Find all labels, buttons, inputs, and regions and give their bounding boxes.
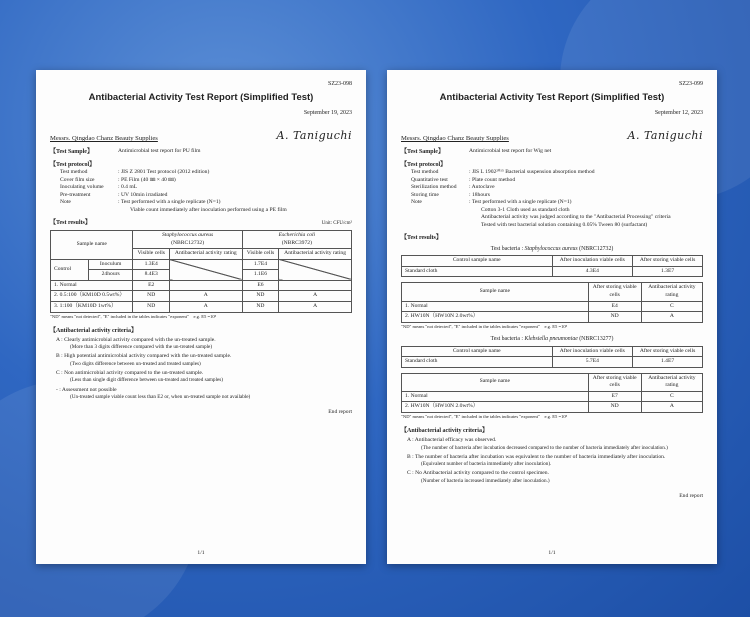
table-row: 2. HW10N（HW10N 2.0wt%） ND A — [402, 312, 703, 323]
table-row: 1. Normal E7 C — [402, 391, 703, 402]
protocol-row: Test method : JIS Z 2801 Test protocol (2012 edition) — [60, 169, 210, 176]
table-row: 1. Normal E4 C — [402, 301, 703, 312]
report-date: September 12, 2023 — [654, 109, 703, 116]
document-number: SZ23-099 — [679, 81, 703, 87]
document-number: SZ23-098 — [328, 81, 352, 87]
report-title: Antibacterial Activity Test Report (Simplified Test) — [88, 92, 314, 104]
section-criteria: 【Antibacterial activity criteria】 — [50, 327, 137, 334]
end-report: End report — [328, 409, 352, 416]
page-number: 1/1 — [197, 550, 205, 557]
table-row: 2. 0.5:100（KM10D 0.5wt%） ND A ND A — [51, 291, 352, 302]
table-row: Control Inoculum 1.3E4 1.7E4 — [51, 259, 352, 270]
protocol-row: Test method : JIS L 1902²⁰¹⁵ Bacterial suspension absorption method — [411, 169, 595, 176]
test-sample-value: Antimicrobial test report for Wig net — [469, 147, 552, 154]
criteria-list: A : Clearly antimicrobial activity compared with the un-treated sample. (More than 3 digits difference compared with the un-treated sample) B : High potential antimicrobial activity compared with the un-treated sample. (Two digits difference between un-treated and treated samples) C : Non antimicrobial activity compared to the un-treated sample. (Less than single digit difference between un-treated and treated samples) - : Assessment not possible (Un-treated sample viable count less than E2 or, when un-treated sample not available) — [56, 336, 251, 401]
table-row: 1. Normal E2 E6 — [51, 280, 352, 291]
page-number: 1/1 — [548, 550, 556, 557]
protocol-list — [401, 169, 703, 229]
sample-table-2: Sample name After storing viable cells Antibacterial activity rating 1. Normal E7 C 2. HW10N（HW10N 2.0wt%） ND A — [401, 373, 703, 413]
section-test-protocol: 【Test protocol】 — [401, 161, 447, 168]
table-note: "ND" means "not detected", "E" included in the tables indicates "exponent" e.g. E5 =10⁵ — [50, 313, 217, 319]
protocol-row: Sterilization method : Autoclave — [411, 184, 495, 191]
table-row: 3. 1:100（KM10D 1wt%） ND A ND A — [51, 301, 352, 312]
control-table-2: Control sample name After inoculation viable cells After storing viable cells Standard cloth 5.7E4 1.4E7 — [401, 346, 703, 368]
protocol-extra: Tested with test bacterial solution containing 0.05% Tween 80 (surfactant) — [481, 221, 648, 228]
table-row: 24hours 8.4E3 1.1E6 — [51, 270, 352, 281]
section-test-sample: 【Test Sample】 — [401, 148, 444, 155]
protocol-row: Storing time : 18hours — [411, 191, 490, 198]
report-page-left — [36, 70, 366, 564]
section-test-protocol: 【Test protocol】 — [50, 161, 96, 168]
protocol-row: Note : Test performed with a single replicate (N=1) — [411, 199, 572, 206]
criteria-list: A : Antibacterial efficacy was observed. (The number of bacteria after incubation decreased compared to the number of bacteria immediately after inoculation.) B : The number of bacteria after incubation was equivalent to the number of bacteria immediately after inoculation. (Equivalent number of bacteria immediately after inoculation). C : No Antibacterial activity compared to the control specimen. (Number of bacteria increased immediately after inoculation.) — [407, 437, 668, 484]
protocol-row: Note : Test performed with a single replicate (N=1) — [60, 199, 221, 206]
report-page-right — [387, 70, 717, 564]
test-sample-value: Antimicrobial test report for PU film — [118, 147, 201, 154]
protocol-extra: Antibacterial activity was judged according to the "Antibacterial Processing" criteria — [481, 214, 671, 221]
protocol-extra: Viable count immediately after inoculation performed using a PE film — [130, 206, 287, 213]
protocol-row: Quantitative test : Plate count method — [411, 176, 516, 183]
table-row: 2. HW10N（HW10N 2.0wt%） ND A — [402, 402, 703, 413]
protocol-row: Cover film size : PE Film (40 ㎜ × 40 ㎜) — [60, 176, 176, 183]
bacteria-2-title: Test bacteria : Klebsiella pneumoniae (NBRC13277) — [490, 335, 614, 342]
sample-table-1: Sample name After storing viable cells Antibacterial activity rating 1. Normal E4 C 2. HW10N（HW10N 2.0wt%） ND A — [401, 282, 703, 322]
protocol-row: Inoculating volume : 0.4 mL — [60, 184, 138, 191]
protocol-row: Pre-treatment : UV 10min irradiated — [60, 191, 168, 198]
report-title: Antibacterial Activity Test Report (Simplified Test) — [439, 92, 665, 104]
control-table-1: Control sample name After inoculation viable cells After storing viable cells Standard cloth 4.3E4 1.3E7 — [401, 255, 703, 277]
table-note: "ND" means "not detected", "E" included in the tables indicates "exponent" e.g. E5 =10⁵ — [401, 323, 568, 329]
unit-label: Unit: CFU/cm² — [321, 221, 352, 227]
section-test-results: 【Test results】 — [50, 220, 91, 227]
protocol-extra: Cotton 3-1 Cloth used as standard cloth — [481, 206, 570, 213]
signature: A. Taniguchi — [276, 129, 352, 142]
section-test-results: 【Test results】 — [401, 235, 442, 242]
results-table: Sample name Staphylococcus aureus (NBRC12732) Escherichia coli (NBRC3972) Visible cells Antibacterial activity rating Visible cells Antibacterial activity rating Control Inoculum 1.3E4 1.7E4 24hours 8.4E3 1.1E6 1. Normal E2 E6 2. 0.5:100（KM10D 0.5wt%） ND A ND A 3. 1:100（KM10D 1wt%） ND A ND A — [50, 230, 352, 312]
customer-name: Messrs. Qingdao Chanz Beauty Supplies — [401, 134, 509, 142]
end-report: End report — [679, 492, 703, 499]
table-note: "ND" means "not detected", "E" included in the tables indicates "exponent" e.g. E5 =10⁵ — [401, 413, 568, 419]
bacteria-1-title: Test bacteria : Staphylococcus aureus (NBRC12732) — [490, 245, 614, 252]
report-date: September 19, 2023 — [303, 109, 352, 116]
section-test-sample: 【Test Sample】 — [50, 148, 93, 155]
customer-name: Messrs. Qingdao Chanz Beauty Supplies — [50, 134, 158, 142]
table-row: Standard cloth 4.3E4 1.3E7 — [402, 266, 703, 277]
table-row: Standard cloth 5.7E4 1.4E7 — [402, 357, 703, 368]
signature: A. Taniguchi — [627, 129, 703, 142]
protocol-list — [50, 169, 352, 214]
section-criteria: 【Antibacterial activity criteria】 — [401, 428, 488, 435]
